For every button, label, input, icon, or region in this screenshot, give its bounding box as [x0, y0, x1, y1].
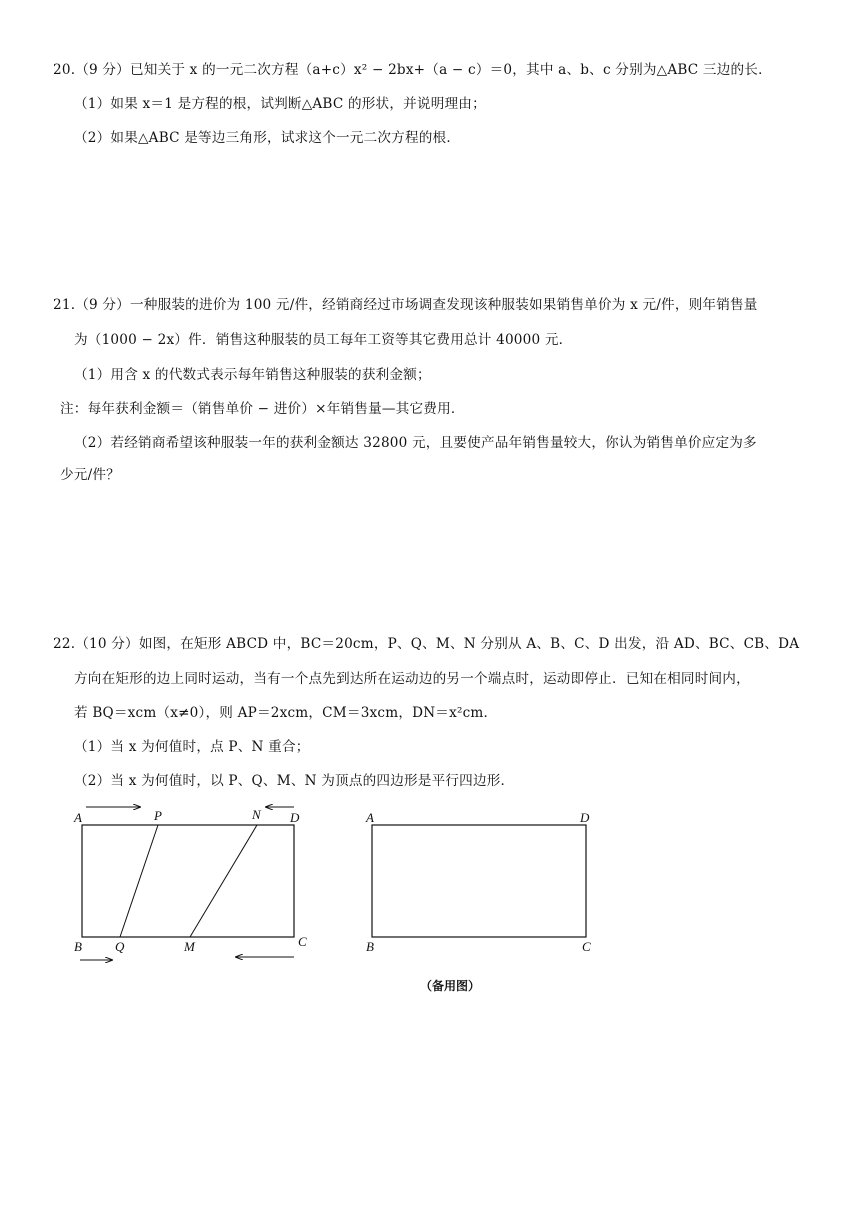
- label-p: P: [154, 808, 162, 823]
- q20-part1: （1）如果 x＝1 是方程的根，试判断△ABC 的形状，并说明理由；: [74, 96, 486, 112]
- label-q: Q: [115, 939, 125, 954]
- label-m: M: [184, 939, 195, 954]
- rectangle-figure-main: [60, 800, 330, 970]
- q22-stem-line2: 方向在矩形的边上同时运动，当有一个点先到达所在运动边的另一个端点时，运动即停止．已知在相同时间内，: [74, 671, 750, 687]
- rectangle-figure-spare: [360, 800, 600, 960]
- rectangle-abcd-spare: [372, 825, 586, 937]
- segment-pq: [120, 825, 158, 937]
- q21-stem-line2: 为（1000 − 2x）件．销售这种服装的员工每年工资等其它费用总计 40000 元．: [74, 332, 573, 348]
- q21-part2-line2: 少元/件？: [60, 467, 120, 483]
- q21-stem-line1: [53, 296, 758, 314]
- rectangle-abcd: [82, 825, 294, 937]
- label-d: D: [290, 810, 300, 825]
- q22-number: 22.: [53, 636, 76, 652]
- q20-number: 20.: [53, 62, 76, 78]
- label-c: C: [298, 934, 307, 949]
- q21-score: （9 分）: [75, 297, 130, 313]
- q20-score: （9 分）: [75, 62, 130, 78]
- label-a: A: [74, 810, 82, 825]
- spare-label-a: A: [366, 810, 374, 825]
- q21-part1: （1）用含 x 的代数式表示每年销售这种服装的获利金额；: [74, 367, 431, 383]
- q21-note: 注：每年获利金额＝（销售单价 − 进价）×年销售量—其它费用．: [60, 401, 465, 417]
- q22-part2: （2）当 x 为何值时，以 P、Q、M、N 为顶点的四边形是平行四边形．: [74, 773, 515, 789]
- q20-stem-line: [53, 61, 772, 79]
- q21-part2-line1: （2）若经销商希望该种服装一年的获利金额达 32800 元，且要使产品年销售量较大，你认为销售单价应定为多: [74, 435, 757, 451]
- q22-stem-1: 如图，在矩形 ABCD 中，BC＝20cm，P、Q、M、N 分别从 A、B、C、D 出发，沿 AD、BC、CB、DA: [138, 636, 800, 652]
- label-b: B: [74, 939, 82, 954]
- spare-label-b: B: [366, 939, 374, 954]
- segment-nm: [190, 825, 257, 937]
- q21-number: 21.: [53, 297, 76, 313]
- q22-part1: （1）当 x 为何值时，点 P、N 重合；: [74, 739, 310, 755]
- q22-stem-line1: [53, 635, 799, 653]
- q22-score: （10 分）: [75, 636, 139, 652]
- label-n: N: [252, 807, 261, 822]
- q20-part2: （2）如果△ABC 是等边三角形，试求这个一元二次方程的根．: [74, 130, 461, 146]
- spare-label-d: D: [580, 810, 590, 825]
- spare-label-c: C: [582, 939, 591, 954]
- spare-figure-caption: （备用图）: [420, 979, 481, 993]
- q20-stem: 已知关于 x 的一元二次方程（a+c）x² − 2bx+（a − c）＝0，其中 a、b、c 分别为△ABC 三边的长．: [129, 62, 772, 78]
- q22-stem-line3: 若 BQ＝xcm（x≠0），则 AP＝2xcm，CM＝3xcm，DN＝x²cm．: [74, 705, 498, 721]
- q21-stem-1: 一种服装的进价为 100 元/件，经销商经过市场调查发现该种服装如果销售单价为 x 元/件，则年销售量: [129, 297, 758, 313]
